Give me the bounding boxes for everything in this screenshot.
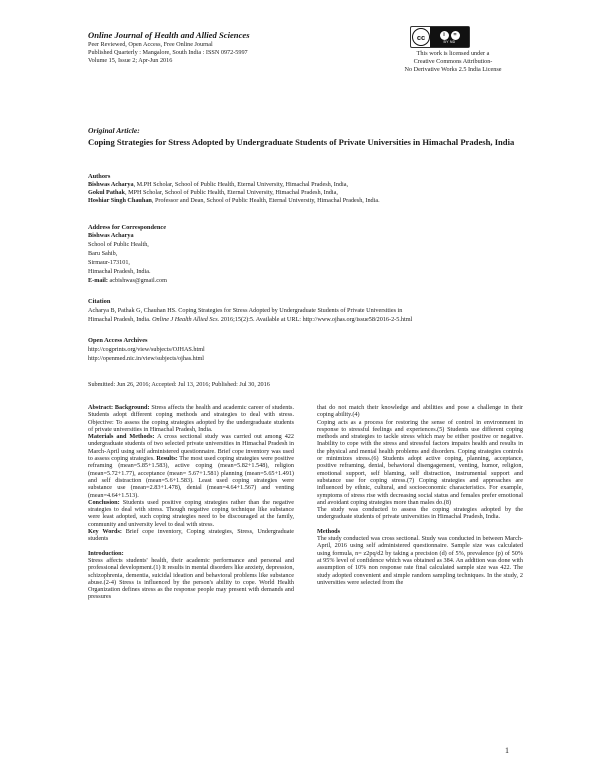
attribution-icon: i — [440, 31, 449, 40]
left-column — [88, 404, 294, 601]
license-line-2[interactable]: Creative Commons Attribution- — [413, 58, 493, 66]
correspondence-heading: Address for Correspondence — [88, 224, 167, 231]
keywords: Key Words: Brief cope inventory, Coping strategies, Stress, Undergraduate students — [88, 528, 294, 543]
correspondence-email[interactable]: E-mail: acbishwas@gmail.com — [88, 277, 167, 284]
study-aim: The study was conducted to assess the coping strategies adopted by the undergraduate students of private universities in Himachal Pradesh, India. — [317, 506, 523, 521]
abstract-conclusion: Conclusion: Students used positive coping strategies rather than the negative strategies to deal with stress. Though negative coping technique like substance were least adopted, such coping strategies need to be discouraged at the family, community and university level to deal with stress. — [88, 498, 294, 528]
page-number: 1 — [505, 746, 509, 755]
introduction-heading: Introduction: — [88, 549, 124, 557]
journal-title: Online Journal of Health and Allied Sciences — [88, 30, 250, 40]
authors-heading: Authors — [88, 173, 111, 180]
archives-heading: Open Access Archives — [88, 337, 148, 344]
cc-attributes — [430, 27, 469, 47]
journal-volume-issue: Volume 15, Issue 2; Apr-Jun 2016 — [88, 57, 173, 64]
license-text — [378, 50, 528, 75]
correspondence-name: Bishwas Acharya — [88, 232, 134, 239]
citation-line-1: Acharya B, Pathak G, Chauhan HS. Coping Strategies for Stress Adopted by Undergraduate Students of Private Universities in — [88, 307, 403, 314]
submission-dates: Submitted: Jun 26, 2016; Accepted: Jul 13, 2016; Published: Jul 30, 2016 — [88, 381, 270, 388]
citation-line-2: Himachal Pradesh, India. Online J Health Allied Scs. 2016;15(2):5. Available at URL: http://www.ojhas.org/issue58/2016-2-5.html — [88, 316, 413, 323]
license-line-3[interactable]: No Derivative Works 2.5 India License — [404, 66, 502, 74]
article-title: Coping Strategies for Stress Adopted by Undergraduate Students of Private Universities in Himachal Pradesh, India — [88, 137, 515, 147]
right-column — [317, 404, 523, 586]
author-3: Hoshiar Singh Chauhan, Professor and Dean, School of Public Health, Eternal University, Himachal Pradesh, India. — [88, 197, 380, 204]
creative-commons-icon: cc — [412, 28, 430, 46]
archive-link-1[interactable]: http://cogprints.org/view/subjects/OJHAS.html — [88, 346, 205, 353]
journal-publication-info: Published Quarterly : Mangalore, South India : ISSN 0972-5997 — [88, 49, 248, 56]
correspondence-line-2: Baru Sahib, — [88, 250, 118, 257]
cc-license-badge[interactable] — [410, 26, 470, 48]
methods-text: The study conducted was cross sectional. Study was conducted in between March-April, 2016 using self administered questionnaire. Sample size was calculated using formula, n= z2pq/d2 by taking a precision (d) of 5%, prevalence (p) of 50% at 95% level of confidence which was obtained as 384. An addition was done with assumption of 10% non response rate final calculated sample size was 422. The study adopted convenient and simple random sampling techniques. In the study, 2 universities were selected from the — [317, 535, 523, 586]
intro-continued: that do not match their knowledge and abilities and pose a challenge in their coping ability.(4) — [317, 404, 523, 419]
correspondence-line-1: School of Public Health, — [88, 241, 149, 248]
citation-heading: Citation — [88, 298, 111, 305]
license-line-1: This work is licensed under a — [416, 50, 490, 57]
author-2: Gokul Pathak, MPH Scholar, School of Public Health, Eternal University, Himachal Pradesh, India, — [88, 189, 338, 196]
abstract-methods: Materials and Methods: A cross sectional study was carried out among 422 undergraduate students of two selected private universities in Himachal Pradesh in March-April using self administered questionnaire. Brief cope inventory was used to assess coping strategies. Results: The most used coping strategies were positive reframing (mean=5.85+1.583), active coping (mean=5.82+1.548), religion (mean=5.72+1.77), acceptance (mean= 5.67+1.581) planning (mean=5.65+1.491) and self distraction (mean=5.6+1.583). Least used coping strategies were substance use (mean=2.83+1.478), denial (mean=4.64+1.567) and venting (mean=4.64+1.513). — [88, 433, 294, 499]
coping-paragraph: Coping acts as a process for restoring the sense of control in environment in response to stressful feelings and experiences.(5) Students use different coping methods and strategies to tackle stress which may be either positive or negative. Inability to cope with the stress and stressful factors impairs health and results in the physical and mental health problems and disorders. Coping strategies controls or minimizes stress.(6) Students adopt active coping, planning, acceptance, positive reframing, denial, behavioral disengagement, venting, humor, religion, emotional support, self blaming, self distraction, instrumental support and substance use for coping stress.(7) Coping strategies and approaches are influenced by ethnic, cultural, and socioeconomic characteristics. For example, symptoms of stress rise with decreasing social status and females prefer emotional and avoidant coping strategies more than males do.(8) — [317, 418, 523, 506]
correspondence-line-4: Himachal Pradesh, India. — [88, 268, 151, 275]
introduction-text: Stress affects students' health, their academic performance and personal and professional development.(1) It results in mental disorders like anxiety, depression, schizophrenia, dementia, suicidal ideation and behavioral problems like substance abuse.(2-4) Stress is influenced by the person's ability to cope. World Health Organization defines stress as the response people may present with demands and pressures — [88, 556, 294, 601]
correspondence-line-3: Sirmaur-173101, — [88, 259, 130, 266]
archive-link-2[interactable]: http://openmed.nic.in/view/subjects/ojhas.html — [88, 355, 205, 362]
methods-heading: Methods — [317, 527, 341, 535]
author-1: Bishwas Acharya, M.PH Scholar, School of Public Health, Eternal University, Himachal Pradesh, India, — [88, 181, 349, 188]
no-derivatives-icon: = — [451, 31, 460, 40]
journal-subtitle: Peer Reviewed, Open Access, Free Online Journal — [88, 41, 213, 48]
abstract-background: Abstract: Background: Stress affects the health and academic career of students. Students adopt different coping methods and strategies to deal with stress. Objective: To assess the coping strategies adopted by the undergraduate students of private universities in Himachal Pradesh, India. — [88, 404, 295, 433]
cc-tags-label: BY ND — [443, 39, 456, 44]
article-type: Original Article: — [88, 126, 140, 135]
